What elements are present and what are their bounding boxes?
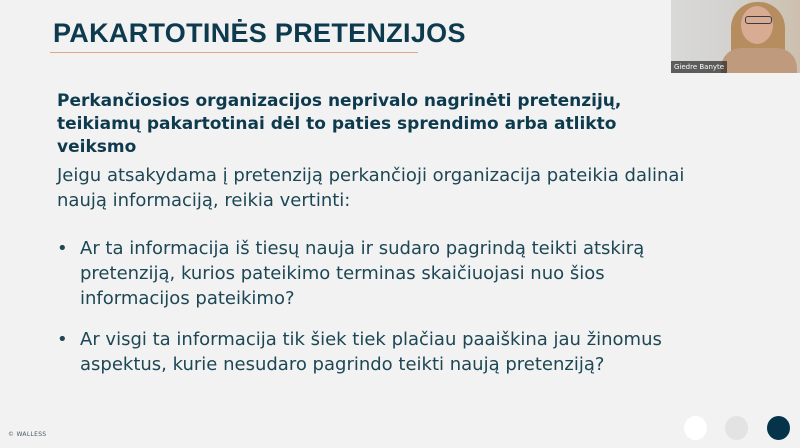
participant-name: Giedre Banyte (671, 61, 727, 73)
decorative-dot-white (684, 416, 707, 440)
decorative-dot-gray (725, 416, 748, 440)
slide-title: PAKARTOTINĖS PRETENZIJOS (53, 18, 466, 48)
glasses (745, 16, 772, 24)
bullet-icon: • (57, 238, 68, 259)
bullet-icon: • (57, 329, 68, 350)
decorative-dot-navy (767, 416, 790, 440)
participant-video-tile[interactable] (671, 0, 800, 73)
footer-copyright: © WALLESS (8, 431, 47, 438)
bullet-item (57, 236, 717, 311)
bullet-text: Ar visgi ta informacija tik šiek tiek plačiau paaiškina jau žinomus aspektus, kurie nesudaro pagrindo teikti naują pretenziją? (80, 329, 662, 375)
title-underline (50, 52, 418, 53)
intro-text: Jeigu atsakydama į pretenziją perkančioji organizacija pateikia dalinai naują informaciją, reikia vertinti: (57, 165, 685, 211)
slide-subtitle: Perkančiosios organizacijos neprivalo nagrinėti pretenzijų, teikiamų pakartotinai dėl to paties sprendimo arba atlikto veiksmo (57, 91, 622, 157)
bullet-text: Ar ta informacija iš tiesų nauja ir sudaro pagrindą teikti atskirą pretenziją, kurios pateikimo terminas skaičiuojasi nuo šios informacijos pateikimo? (80, 238, 645, 309)
participant-body (721, 48, 797, 73)
bullet-item (57, 327, 717, 377)
bullet-list (57, 236, 717, 393)
participant-face (741, 6, 773, 44)
